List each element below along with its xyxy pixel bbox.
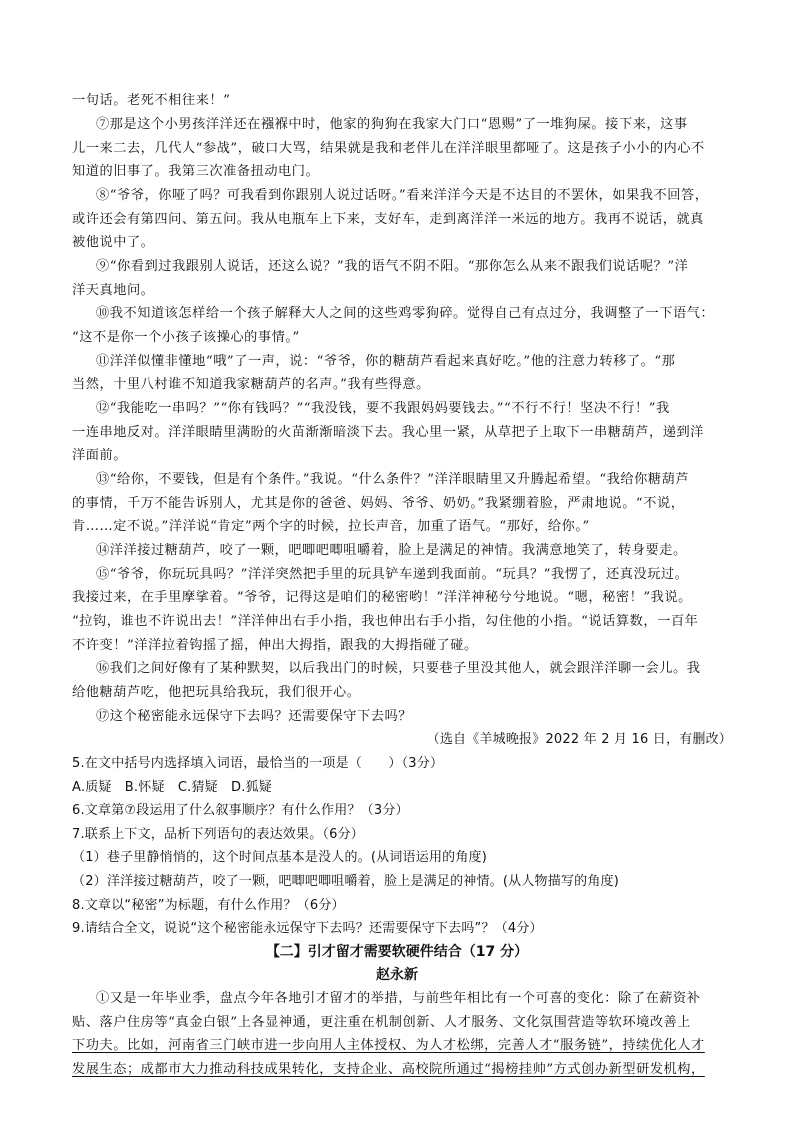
essay-line-underlined: 发展生态；成都市大力推动科技成果转化，支持企业、高校院所通过“揭榜挂帅”方式创办新型研发机构， — [72, 1062, 705, 1077]
question-7-1: （1）巷子里静悄悄的，这个时间点基本是没人的。(从词语运用的角度) — [72, 850, 488, 865]
story-paragraph-8: ⑧“爷爷，你哑了吗？可我看到你跟别人说过话呀。”看来洋洋今天是不达目的不罢休，如果我不回答， — [96, 188, 709, 203]
source-citation: （选自《羊城晚报》2022 年 2 月 16 日，有删改） — [426, 732, 732, 747]
story-line: 洋面前。 — [72, 448, 127, 463]
story-line: 我接过来，在手里摩挲着。“爷爷，记得这是咱们的秘密哟！”洋洋神秘兮兮地说。“嗯，秘密！”我说。 — [72, 590, 692, 605]
story-paragraph-15: ⑮“爷爷，你玩玩具吗？”洋洋突然把手里的玩具铲车递到我面前。“玩具？”我愣了，还真没玩过。 — [96, 567, 689, 582]
story-paragraph-14: ⑭洋洋接过糖葫芦，咬了一颗，吧唧吧唧咀嚼着，脸上是满足的神情。我满意地笑了，转身要走。 — [96, 543, 687, 558]
story-line: 儿一来二去，几代人“参战”，破口大骂，结果就是我和老伴儿在洋洋眼里都哑了。这是孩子小小的内心不 — [72, 141, 705, 156]
story-line: “拉钩，谁也不许说出去！”洋洋伸出右手小指，我也伸出右手小指，勾住他的小指。“说话算数，一百年 — [72, 614, 699, 629]
essay-paragraph-1: ①又是一年毕业季，盘点今年各地引才留才的举措，与前些年相比有一个可喜的变化：除了在薪资补 — [96, 991, 701, 1006]
story-line: 一连串地反对。洋洋眼睛里满盼的火苗渐渐暗淡下去。我心里一紧，从草把子上取下一串糖葫芦，递到洋 — [72, 425, 704, 440]
story-paragraph-9: ⑨“你看到过我跟别人说话，还这么说？”我的语气不阴不阳。“那你怎么从来不跟我们说话呢？”洋 — [96, 259, 689, 274]
story-line: 洋天真地问。 — [72, 283, 155, 298]
story-paragraph-10: ⑩我不知道该怎样给一个孩子解释大人之间的这些鸡零狗碎。觉得自己有点过分，我调整了一下语气： — [96, 306, 715, 321]
question-9: 9.请结合全文，说说“这个秘密能永远保守下去吗？还需要保守下去吗”？（4分） — [72, 921, 543, 936]
question-5-options: A.质疑 B.怀疑 C.猜疑 D.狐疑 — [72, 780, 272, 795]
story-paragraph-16: ⑯我们之间好像有了某种默契，以后我出门的时候，只要巷子里没其他人，就会跟洋洋聊一会儿。我 — [96, 661, 701, 676]
section-2-author: 赵永新 — [376, 967, 418, 983]
story-line: 知道的旧事了。我第三次准备扭动电门。 — [72, 164, 320, 179]
essay-line: 贴、落户住房等“真金白银”上各显神通，更注重在机制创新、人才服务、文化氛围营造等软环境改善上 — [72, 1015, 692, 1030]
story-line: 被他说中了。 — [72, 235, 155, 250]
section-2-title: 【二】引才留才需要软硬件结合（17 分） — [265, 944, 529, 960]
story-paragraph-13: ⑬“给你，不要钱，但是有个条件。”我说。“什么条件？”洋洋眼睛里又升腾起希望。“我给你糖葫芦 — [96, 472, 690, 487]
story-line: “这不是你一个小孩子该操心的事情。” — [72, 330, 300, 345]
question-7: 7.联系上下文，品析下列语句的表达效果。（6分） — [72, 827, 364, 842]
story-line: 当然，十里八村谁不知道我家糖葫芦的名声。”我有些得意。 — [72, 377, 430, 392]
story-line: 的事情，千万不能告诉别人，尤其是你的爸爸、妈妈、爷爷、奶奶。”我紧绷着脸，严肃地说。“不说， — [72, 496, 685, 511]
question-6: 6.文章第⑦段运用了什么叙事顺序？有什么作用？（3分） — [72, 803, 409, 818]
story-paragraph-12: ⑫“我能吃一串吗？”“你有钱吗？”“我没钱，要不我跟妈妈要钱去。”“不行不行！坚决不行！”我 — [96, 401, 670, 416]
story-paragraph-7: ⑦那是这个小男孩洋洋还在襁褓中时，他家的狗狗在我家大门口“恩赐”了一堆狗屎。接下来，这事 — [96, 117, 688, 132]
story-paragraph-11: ⑪洋洋似懂非懂地“哦”了一声，说：“爷爷，你的糖葫芦看起来真好吃。”他的注意力转移了。“那 — [96, 354, 676, 369]
question-8: 8.文章以“秘密”为标题，有什么作用？（6分） — [72, 898, 345, 913]
story-line: 肯……定不说。”洋洋说“肯定”两个字的时候，拉长声音，加重了语气。“那好，给你。” — [72, 519, 590, 534]
story-line: 不许变！”洋洋拉着钩摇了摇，伸出大拇指，跟我的大拇指碰了碰。 — [72, 638, 478, 653]
question-5: 5.在文中括号内选择填入词语，最恰当的一项是（ ）（3分） — [72, 756, 444, 771]
question-7-2: （2）洋洋接过糖葫芦，咬了一颗，吧唧吧唧咀嚼着，脸上是满足的神情。(从人物描写的角度) — [72, 874, 620, 889]
story-paragraph-17: ⑰这个秘密能永远保守下去吗？还需要保守下去吗？ — [96, 709, 412, 724]
story-line: 或许还会有第四问、第五问。我从电瓶车上下来，支好车，走到离洋洋一米远的地方。我再不说话，就真 — [72, 212, 704, 227]
story-line: 一句话。老死不相往来！” — [72, 93, 231, 108]
story-line: 给他糖葫芦吃，他把玩具给我玩，我们很开心。 — [72, 685, 361, 700]
essay-line-underlined: 下功夫。比如，河南省三门峡市进一步向用人主体授权、为人才松绑，完善人才“服务链”，持续优化人才 — [72, 1038, 705, 1053]
